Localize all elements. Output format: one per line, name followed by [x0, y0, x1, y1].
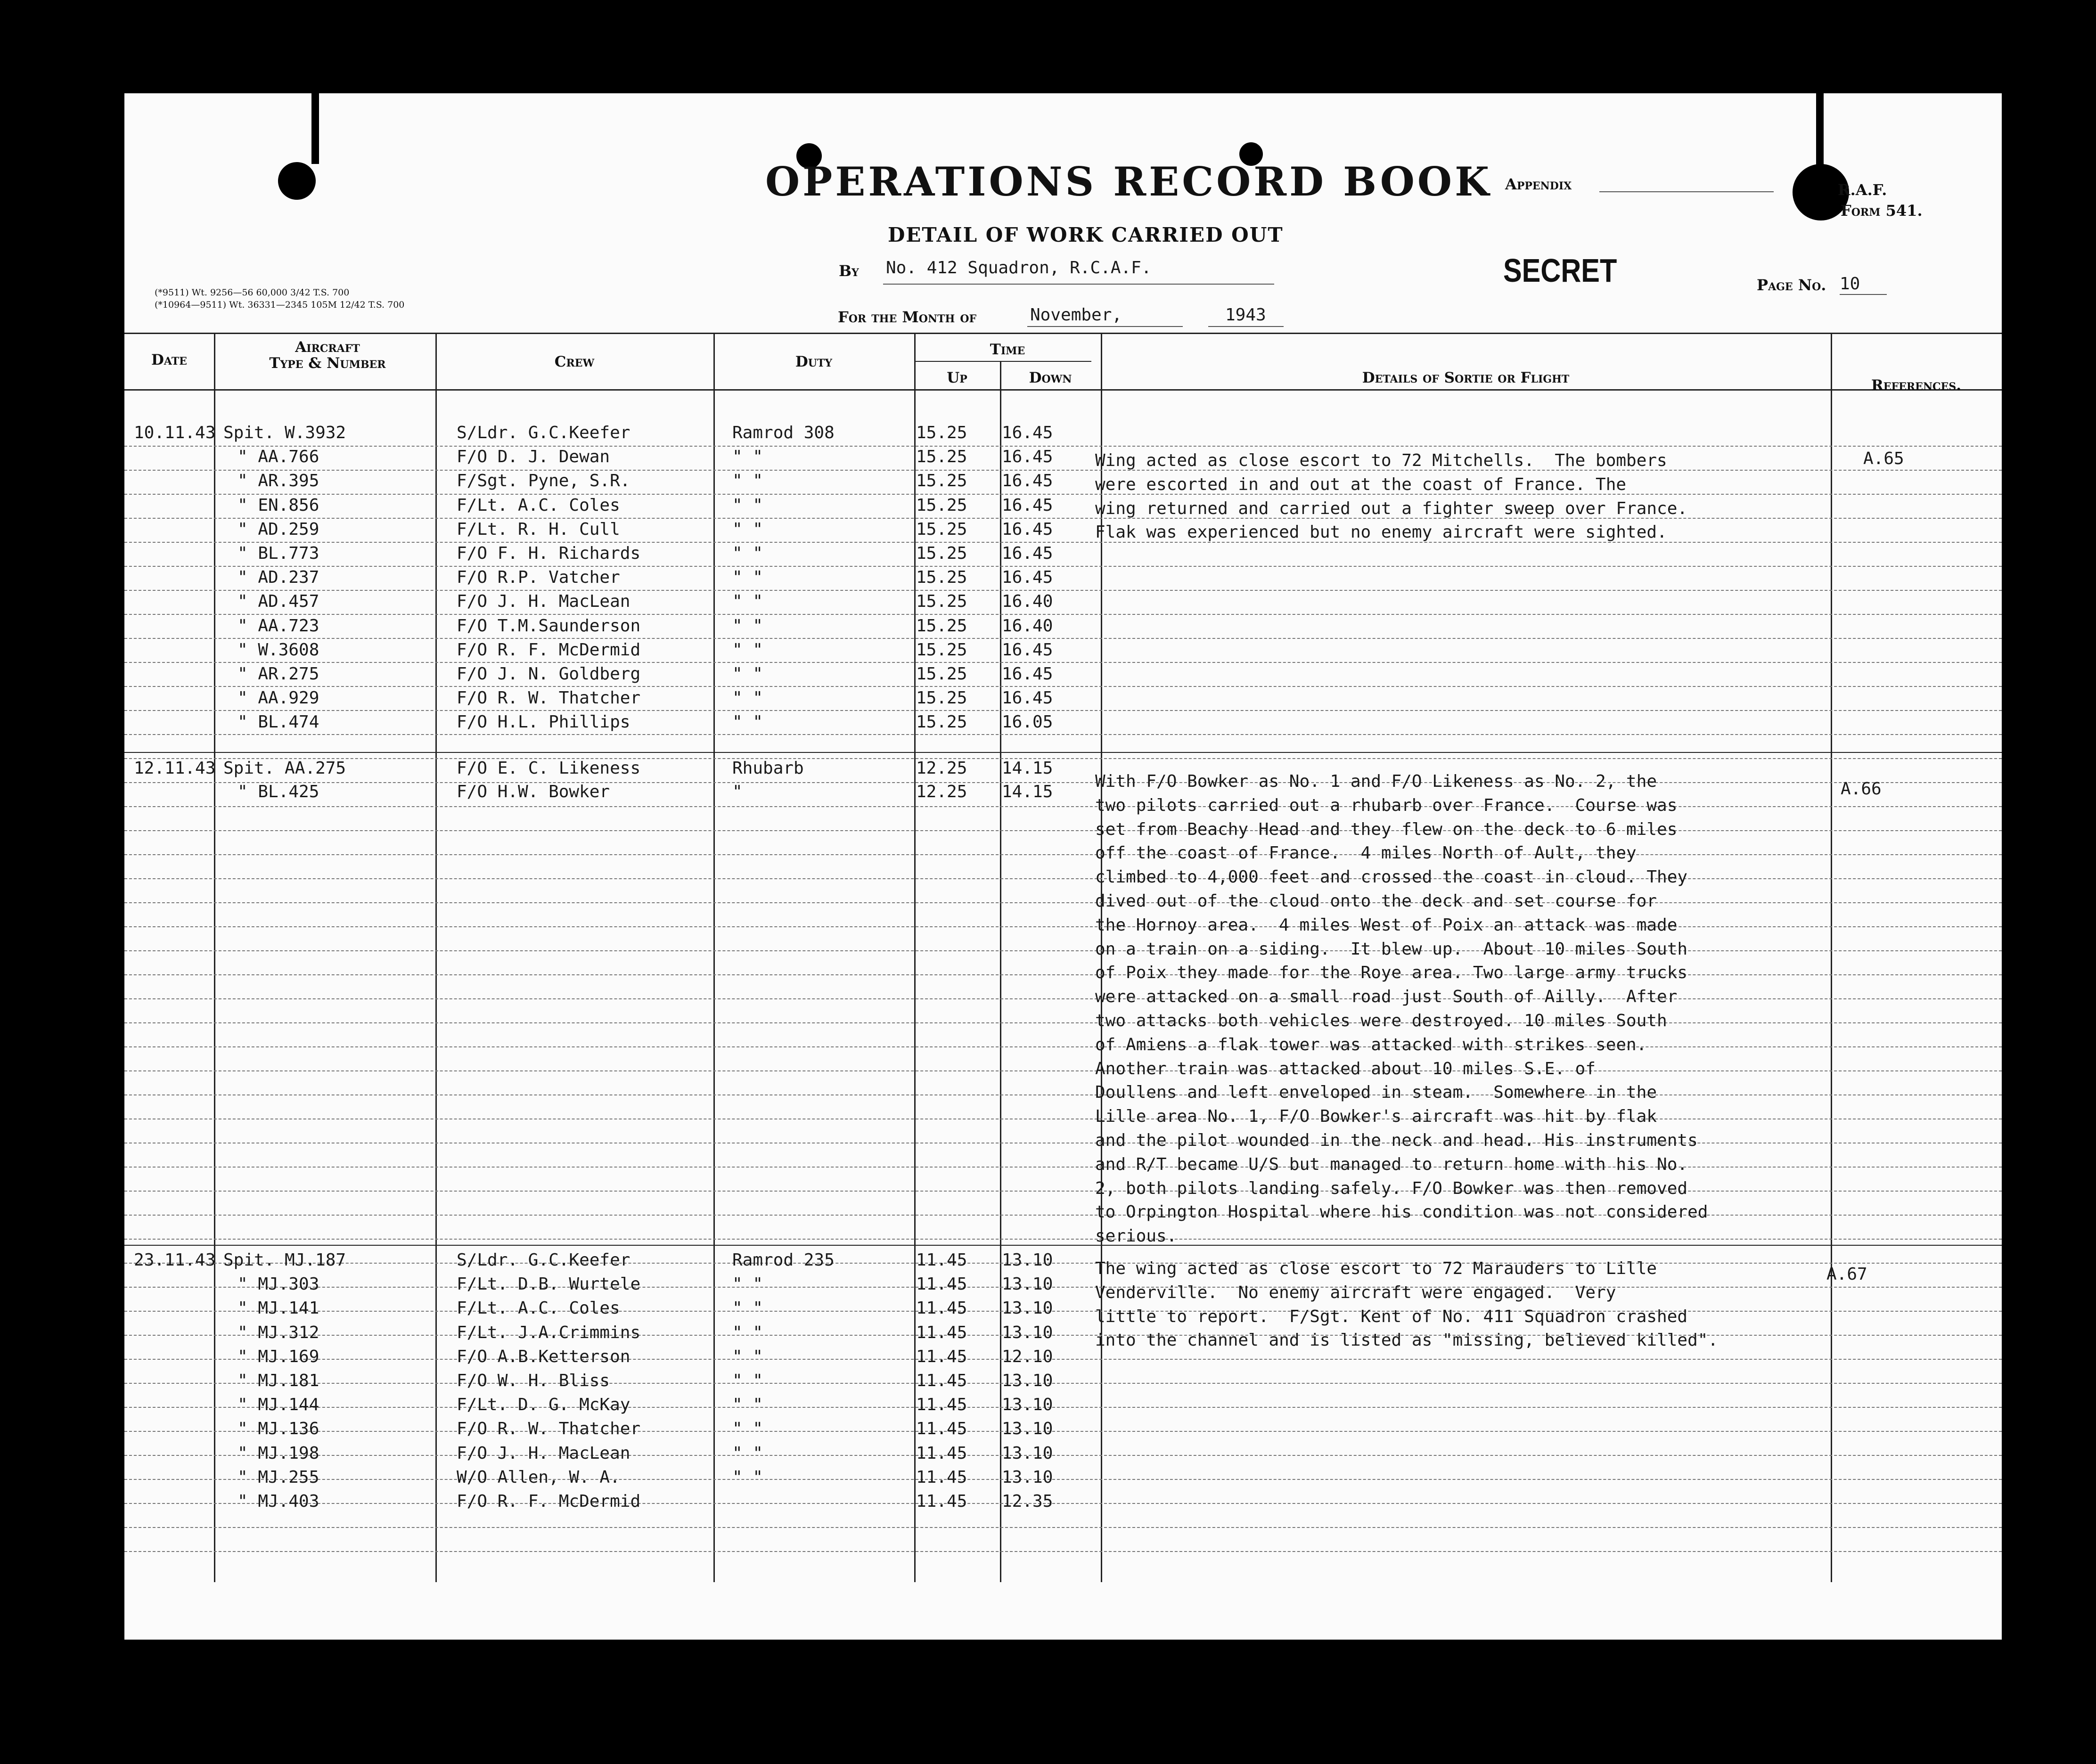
row-time-down: 16.45 [1002, 471, 1053, 491]
month-label: For the Month of [838, 308, 977, 326]
row-duty: " " [732, 1443, 763, 1463]
row-crew: F/O J. N. Goldberg [457, 664, 641, 684]
row-aircraft: " MJ.303 [237, 1274, 319, 1294]
row-crew: F/O A.B.Ketterson [457, 1347, 630, 1366]
table-row [124, 616, 1101, 640]
row-time-up: 11.45 [916, 1443, 967, 1463]
row-crew: F/Lt. J.A.Crimmins [457, 1323, 641, 1342]
col-references: References. [1871, 377, 1962, 394]
col-aircraft: Aircraft Type & Number [269, 339, 386, 372]
row-crew: F/Lt. D. G. McKay [457, 1395, 630, 1415]
sortie-table [124, 93, 2002, 1640]
row-duty: " " [732, 568, 763, 588]
row-time-up: 11.45 [916, 1298, 967, 1318]
row-time-down: 16.45 [1002, 447, 1053, 467]
row-crew: S/Ldr. G.C.Keefer [457, 1250, 630, 1270]
row-date: 23.11.43 [134, 1250, 216, 1270]
row-aircraft: Spit. MJ.187 [223, 1250, 346, 1270]
row-duty: Ramrod 235 [732, 1250, 835, 1270]
row-time-down: 16.05 [1002, 712, 1053, 732]
by-label: By [839, 262, 859, 280]
table-row [124, 423, 1101, 447]
col-up: Up [947, 369, 967, 386]
details-sortie-1: Wing acted as close escort to 72 Mitchells. The bombers were escorted in and out at the coast of France. The wing returned and carried out a fighter sweep over France. Flak was experienced but no enemy aircraft were sighted. [1095, 451, 1688, 542]
row-time-down: 13.10 [1002, 1298, 1053, 1318]
row-aircraft: " BL.474 [237, 712, 319, 732]
row-time-down: 13.10 [1002, 1395, 1053, 1415]
row-aircraft: " AR.275 [237, 664, 319, 684]
table-row [124, 568, 1101, 591]
row-time-down: 13.10 [1002, 1323, 1053, 1342]
row-time-down: 12.35 [1002, 1492, 1053, 1511]
table-row [124, 1298, 1101, 1322]
row-crew: F/Lt. D.B. Wurtele [457, 1274, 641, 1294]
row-aircraft: " BL.425 [237, 782, 319, 801]
row-time-down: 14.15 [1002, 759, 1053, 778]
row-crew: F/O H.W. Bowker [457, 782, 610, 801]
table-row [124, 1468, 1101, 1491]
row-time-down: 13.10 [1002, 1443, 1053, 1463]
row-duty: " " [732, 1395, 763, 1415]
row-aircraft: Spit. W.3932 [223, 423, 346, 442]
table-row [124, 520, 1101, 543]
row-time-up: 15.25 [916, 712, 967, 732]
table-row [124, 1250, 1101, 1274]
row-aircraft: " MJ.169 [237, 1347, 319, 1366]
row-time-up: 15.25 [916, 664, 967, 684]
table-row [124, 496, 1101, 519]
form-subtitle: DETAIL OF WORK CARRIED OUT [888, 223, 1284, 246]
row-duty: Rhubarb [732, 759, 804, 778]
row-duty: " " [732, 592, 763, 612]
print-ref-1: (*9511) Wt. 9256—56 60,000 3/42 T.S. 700 [155, 287, 350, 298]
year-value: 1943 [1225, 305, 1266, 325]
row-time-down: 13.10 [1002, 1419, 1053, 1439]
row-time-up: 15.25 [916, 544, 967, 563]
row-aircraft: " MJ.144 [237, 1395, 319, 1415]
col-date: Date [151, 351, 187, 368]
row-crew: F/O R. F. McDermid [457, 1492, 641, 1511]
row-duty: " " [732, 471, 763, 491]
table-row [124, 592, 1101, 615]
row-time-up: 11.45 [916, 1395, 967, 1415]
appendix-label: Appendix [1505, 175, 1572, 193]
table-row [124, 1492, 1101, 1515]
row-time-up: 15.25 [916, 688, 967, 708]
table-row [124, 1371, 1101, 1395]
table-row [124, 782, 1101, 806]
row-time-up: 15.25 [916, 471, 967, 491]
col-time: Time [990, 341, 1025, 358]
row-crew: F/O D. J. Dewan [457, 447, 610, 467]
row-time-down: 13.10 [1002, 1371, 1053, 1390]
row-duty: " " [732, 1371, 763, 1390]
row-time-up: 11.45 [916, 1492, 967, 1511]
row-duty: Ramrod 308 [732, 423, 835, 442]
reference-a65: A.65 [1863, 449, 1904, 468]
row-time-up: 11.45 [916, 1323, 967, 1342]
table-row [124, 447, 1101, 471]
row-crew: F/Lt. A.C. Coles [457, 1298, 620, 1318]
row-time-up: 15.25 [916, 495, 967, 515]
row-time-down: 16.45 [1002, 544, 1053, 563]
table-row [124, 688, 1101, 712]
row-time-up: 15.25 [916, 640, 967, 660]
row-time-up: 11.45 [916, 1419, 967, 1439]
row-time-down: 16.45 [1002, 640, 1053, 660]
row-aircraft: " W.3608 [237, 640, 319, 660]
row-crew: F/O R. W. Thatcher [457, 688, 641, 708]
table-row [124, 1419, 1101, 1443]
row-duty: " " [732, 544, 763, 563]
table-row [124, 544, 1101, 567]
row-duty: " " [732, 519, 763, 539]
form-title: OPERATIONS RECORD BOOK [765, 158, 1492, 205]
print-ref-2: (*10964—9511) Wt. 36331—2345 105M 12/42 T.S. 700 [155, 300, 405, 310]
row-time-up: 11.45 [916, 1347, 967, 1366]
row-time-down: 12.10 [1002, 1347, 1053, 1366]
row-duty: " " [732, 640, 763, 660]
row-time-up: 11.45 [916, 1274, 967, 1294]
row-duty: " " [732, 616, 763, 636]
row-aircraft: " AD.259 [237, 519, 319, 539]
row-crew: F/Lt. R. H. Cull [457, 519, 620, 539]
row-duty: " " [732, 447, 763, 467]
row-crew: F/O R. F. McDermid [457, 640, 641, 660]
row-crew: F/O H.L. Phillips [457, 712, 630, 732]
row-aircraft: " MJ.198 [237, 1443, 319, 1463]
row-time-up: 11.45 [916, 1371, 967, 1390]
row-crew: F/O W. H. Bliss [457, 1371, 610, 1390]
record-sheet [124, 93, 2002, 1640]
table-row [124, 1323, 1101, 1347]
col-down: Down [1029, 369, 1072, 386]
row-date: 12.11.43 [134, 759, 216, 778]
squadron-value: No. 412 Squadron, R.C.A.F. [886, 258, 1152, 278]
table-row [124, 471, 1101, 495]
row-time-down: 16.40 [1002, 592, 1053, 612]
row-time-up: 12.25 [916, 759, 967, 778]
row-aircraft: " MJ.255 [237, 1467, 319, 1487]
details-sortie-3: The wing acted as close escort to 72 Marauders to Lille Venderville. No enemy aircraft were engaged. Very little to report. F/Sgt. Kent of No. 411 Squadron crashed into the channel and is listed as "missing, believed killed". [1095, 1259, 1719, 1350]
row-crew: F/O R.P. Vatcher [457, 568, 620, 588]
row-time-up: 15.25 [916, 423, 967, 442]
row-duty: " " [732, 712, 763, 732]
row-duty: " " [732, 1419, 763, 1439]
row-crew: F/O E. C. Likeness [457, 759, 641, 778]
row-aircraft: Spit. AA.275 [223, 759, 346, 778]
row-aircraft: " BL.773 [237, 544, 319, 563]
row-duty: " [732, 782, 743, 801]
row-aircraft: " EN.856 [237, 495, 319, 515]
row-time-down: 13.10 [1002, 1274, 1053, 1294]
col-duty: Duty [795, 353, 833, 370]
reference-a67: A.67 [1826, 1265, 1867, 1284]
row-time-down: 16.45 [1002, 664, 1053, 684]
row-crew: F/O J. H. MacLean [457, 592, 630, 612]
row-duty: " " [732, 495, 763, 515]
row-crew: S/Ldr. G.C.Keefer [457, 423, 630, 442]
row-duty: " " [732, 1467, 763, 1487]
row-time-up: 15.25 [916, 519, 967, 539]
row-time-down: 16.45 [1002, 568, 1053, 588]
row-aircraft: " MJ.312 [237, 1323, 319, 1342]
page-label: Page No. [1757, 276, 1826, 294]
row-duty: " " [732, 1323, 763, 1342]
table-row [124, 1274, 1101, 1298]
row-aircraft: " AR.395 [237, 471, 319, 491]
row-time-up: 11.45 [916, 1467, 967, 1487]
row-duty: " " [732, 664, 763, 684]
row-date: 10.11.43 [134, 423, 216, 442]
form-id-line2: Form 541. [1841, 202, 1923, 220]
row-aircraft: " MJ.403 [237, 1492, 319, 1511]
row-crew: F/O R. W. Thatcher [457, 1419, 641, 1439]
table-row [124, 664, 1101, 688]
reference-a66: A.66 [1841, 779, 1882, 799]
table-row [124, 1444, 1101, 1467]
row-time-up: 15.25 [916, 568, 967, 588]
row-duty: " " [732, 688, 763, 708]
details-sortie-2: With F/O Bowker as No. 1 and F/O Likeness as No. 2, the two pilots carried out a rhubarb over France. Course was set from Beachy Head and they flew on the deck to 6 miles off the coast of France. 4 miles North of Ault, they climbed to 4,000 feet and crossed the coast in cloud. They dived out of the cloud onto the deck and set course for the Hornoy area. 4 miles West of Poix an attack was made on a train on a siding. It blew up. About 10 miles South of Poix they made for the Roye area. Two large army trucks were attacked on a small road just South of Ailly. After two attacks both vehicles were destroyed. 10 miles South of Amiens a flak tower was attacked with strikes seen. Another train was attacked about 10 miles S.E. of Doullens and left enveloped in steam. Somewhere in the Lille area No. 1, F/O Bowker's aircraft was hit by flak and the pilot wounded in the neck and head. His instruments and R/T became U/S but managed to return home with his No. 2, both pilots landing safely. F/O Bowker was then removed to Orpington Hospital where his condition was not considered serious. [1095, 772, 1708, 1246]
row-time-down: 16.45 [1002, 688, 1053, 708]
row-duty: " " [732, 1274, 763, 1294]
row-aircraft: " MJ.181 [237, 1371, 319, 1390]
page-value: 10 [1840, 274, 1860, 294]
row-crew: W/O Allen, W. A. [457, 1467, 620, 1487]
row-time-down: 16.40 [1002, 616, 1053, 636]
row-aircraft: " MJ.141 [237, 1298, 319, 1318]
table-row [124, 712, 1101, 736]
row-time-up: 15.25 [916, 592, 967, 612]
table-row [124, 1395, 1101, 1419]
table-row [124, 1347, 1101, 1371]
row-crew: F/O J. H. MacLean [457, 1443, 630, 1463]
row-time-down: 13.10 [1002, 1467, 1053, 1487]
row-aircraft: " AA.766 [237, 447, 319, 467]
row-time-down: 16.45 [1002, 495, 1053, 515]
row-aircraft: " AA.929 [237, 688, 319, 708]
col-crew: Crew [554, 353, 595, 370]
row-time-down: 16.45 [1002, 423, 1053, 442]
table-row [124, 759, 1101, 782]
secret-stamp: SECRET [1503, 252, 1617, 289]
row-aircraft: " AD.457 [237, 592, 319, 612]
row-time-down: 16.45 [1002, 519, 1053, 539]
row-aircraft: " AA.723 [237, 616, 319, 636]
row-duty: " " [732, 1298, 763, 1318]
table-row [124, 640, 1101, 664]
row-duty: " " [732, 1347, 763, 1366]
form-id-line1: R.A.F. [1838, 181, 1887, 199]
month-value: November, [1030, 305, 1122, 325]
row-time-up: 11.45 [916, 1250, 967, 1270]
row-crew: F/O T.M.Saunderson [457, 616, 641, 636]
row-aircraft: " AD.237 [237, 568, 319, 588]
row-crew: F/Lt. A.C. Coles [457, 495, 620, 515]
col-details: Details of Sortie or Flight [1362, 369, 1570, 386]
row-time-down: 13.10 [1002, 1250, 1053, 1270]
row-time-up: 12.25 [916, 782, 967, 801]
row-time-up: 15.25 [916, 447, 967, 467]
row-time-down: 14.15 [1002, 782, 1053, 801]
row-crew: F/O F. H. Richards [457, 544, 641, 563]
row-crew: F/Sgt. Pyne, S.R. [457, 471, 630, 491]
row-time-up: 15.25 [916, 616, 967, 636]
row-aircraft: " MJ.136 [237, 1419, 319, 1439]
